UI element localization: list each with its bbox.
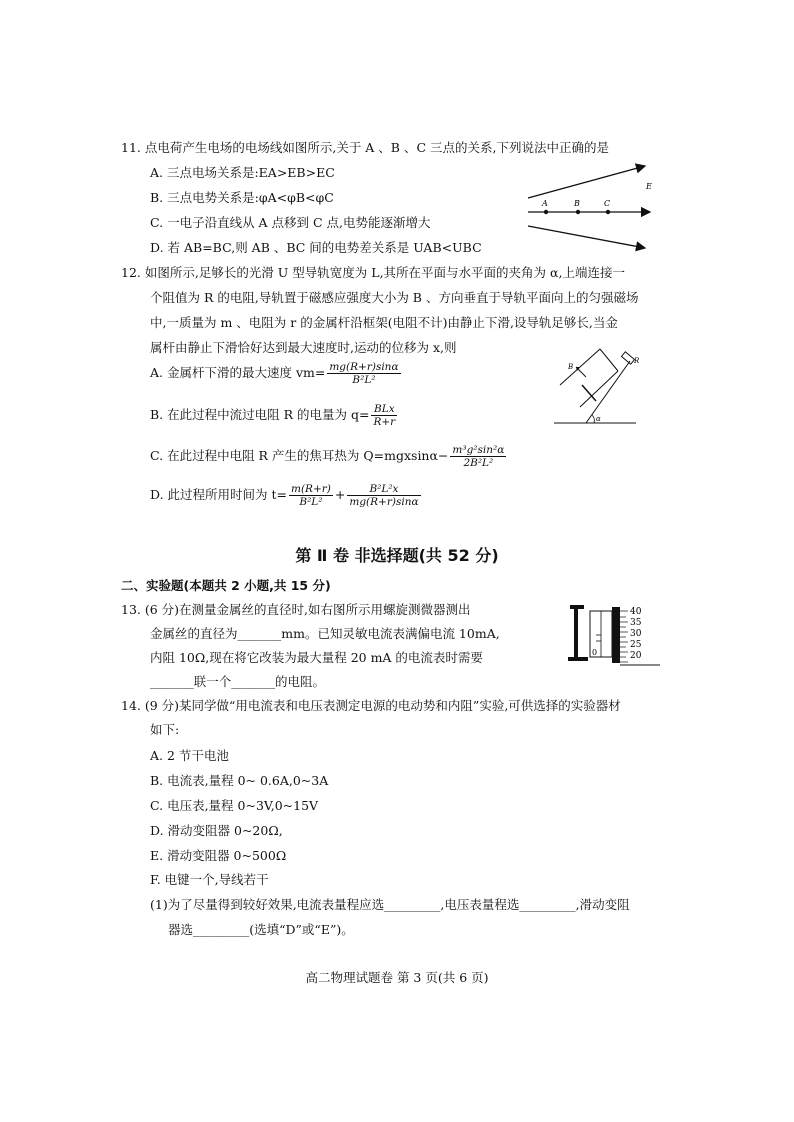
- micrometer-anvil: [574, 609, 578, 657]
- q14-item-d: D. 滑动变阻器 0~20Ω,: [150, 823, 283, 838]
- figure-label-alpha: α: [596, 415, 601, 423]
- micrometer-anvil-base: [568, 657, 588, 661]
- q14-item-b: B. 电流表,量程 0~ 0.6A,0~3A: [150, 773, 329, 788]
- q13-line-3: 内阻 10Ω,现在将它改装为最大量程 20 mA 的电流表时需要: [150, 650, 483, 665]
- q14-stem-2: 如下:: [150, 722, 180, 737]
- q12-line-3: 中,一质量为 m 、电阻为 r 的金属杆沿框架(电阻不计)由静止下滑,设导轨足够长,当金: [150, 315, 618, 330]
- q12-line-2: 个阻值为 R 的电阻,导轨置于磁感应强度大小为 B 、方向垂直于导轨平面向上的匀强磁场: [150, 290, 639, 305]
- q12-option-d-fraction-1: [289, 483, 333, 508]
- q13-line-4: _______联一个_______的电阻。: [150, 674, 326, 689]
- point-a: [544, 210, 548, 214]
- q12-option-b-fraction: [371, 403, 397, 428]
- q11-option-c: C. 一电子沿直线从 A 点移到 C 点,电势能逐渐增大: [150, 215, 431, 230]
- q12-option-a-denominator: B²L²: [352, 374, 376, 386]
- scale-35: 35: [630, 618, 642, 628]
- scale-40: 40: [630, 607, 642, 617]
- angle-arc: [592, 415, 594, 423]
- q13-line-2: 金属丝的直径为_______mm。已知灵敏电流表满偏电流 10mA,: [150, 626, 500, 641]
- q12-option-b-denominator: R+r: [373, 416, 396, 428]
- q12-option-a-fraction: [327, 361, 400, 386]
- q13-line-1: 13. (6 分)在测量金属丝的直径时,如右图所示用螺旋测微器测出: [121, 602, 471, 617]
- sleeve-zero: 0: [592, 648, 598, 657]
- micrometer-thimble: [612, 607, 620, 663]
- q12-option-d-plus: +: [334, 487, 346, 502]
- scale-20: 20: [630, 651, 642, 661]
- q12-option-a-text: A. 金属杆下滑的最大速度 vm=: [150, 365, 326, 380]
- q12-line-4: 属杆由静止下滑恰好达到最大速度时,运动的位移为 x,则: [150, 340, 457, 355]
- q14-item-e: E. 滑动变阻器 0~500Ω: [150, 848, 287, 863]
- q11-option-a: A. 三点电场关系是:EA>EB>EC: [150, 165, 335, 180]
- q13-micrometer-figure: [568, 605, 663, 667]
- label-b: B: [574, 199, 580, 208]
- figure-label-r: R: [634, 357, 640, 365]
- field-line-lower: [528, 226, 645, 248]
- q12-option-a-numerator: mg(R+r)sinα: [329, 361, 399, 373]
- q12-option-b-numerator: BLx: [371, 403, 397, 416]
- q11-option-d: D. 若 AB=BC,则 AB 、BC 间的电势差关系是 UAB<UBC: [150, 240, 482, 255]
- q12-line-1: 12. 如图所示,足够长的光滑 U 型导轨宽度为 L,其所在平面与水平面的夹角为 α,上端连接一: [121, 265, 625, 280]
- q12-option-c-fraction: [450, 444, 506, 469]
- q12-incline-rail-figure: [552, 345, 642, 427]
- q14-item-a: A. 2 节干电池: [150, 748, 229, 763]
- q12-option-c-denominator: 2B²L²: [463, 457, 494, 469]
- label-a: A: [542, 199, 548, 208]
- q11-field-lines-figure: [520, 160, 660, 255]
- section-2-title: 第 Ⅱ 卷 非选择题(共 52 分): [295, 546, 499, 565]
- rail-end: [600, 349, 618, 371]
- label-c: C: [604, 199, 611, 208]
- q12-option-c: [150, 444, 508, 469]
- figure-label-b: B: [568, 363, 574, 371]
- page-footer: 高二物理试题卷 第 3 页(共 6 页): [305, 970, 489, 985]
- q12-option-d-denominator-1: B²L²: [299, 496, 323, 508]
- thimble-ticks: [620, 611, 628, 662]
- scale-25: 25: [630, 640, 642, 650]
- q12-option-b: [150, 403, 399, 428]
- q12-option-c-numerator: m³g²sin²α: [452, 444, 505, 456]
- q12-option-d-text: D. 此过程所用时间为 t=: [150, 487, 287, 502]
- q11-stem: 11. 点电荷产生电场的电场线如图所示,关于 A 、B 、C 三点的关系,下列说法中正确的是: [121, 140, 609, 155]
- section-2-heading: 二、实验题(本题共 2 小题,共 15 分): [121, 578, 331, 593]
- q12-option-d: [150, 483, 423, 508]
- field-line-upper: [528, 166, 645, 198]
- point-b: [576, 210, 580, 214]
- resistor-r: [621, 352, 634, 364]
- micrometer-anvil-top: [570, 605, 584, 609]
- label-e: E: [646, 182, 652, 191]
- q14-stem-1: 14. (9 分)某同学做“用电流表和电压表测定电源的电动势和内阻”实验,可供选择的实验器材: [121, 698, 621, 713]
- q12-option-b-text: B. 在此过程中流过电阻 R 的电量为 q=: [150, 407, 370, 422]
- q12-option-d-numerator-1: m(R+r): [291, 483, 331, 495]
- q14-item-f: F. 电键一个,导线若干: [150, 872, 269, 887]
- q12-option-d-fraction-2: [347, 483, 420, 508]
- q12-option-a: [150, 361, 403, 386]
- incline-line: [586, 361, 630, 423]
- q14-subquestion-1-line-1: (1)为了尽量得到较好效果,电流表量程应选_________,电压表量程选_________,滑动变阻: [150, 897, 630, 912]
- point-c: [606, 210, 610, 214]
- q12-option-c-text: C. 在此过程中电阻 R 产生的焦耳热为 Q=mgxsinα−: [150, 448, 449, 463]
- q11-option-b: B. 三点电势关系是:φA<φB<φC: [150, 190, 334, 205]
- q12-option-d-denominator-2: mg(R+r)sinα: [349, 496, 419, 508]
- q12-option-d-numerator-2: B²L²x: [347, 483, 420, 496]
- scale-30: 30: [630, 629, 642, 639]
- q14-subquestion-1-line-2: 器选_________(选填“D”或“E”)。: [168, 922, 354, 937]
- q14-item-c: C. 电压表,量程 0~3V,0~15V: [150, 798, 319, 813]
